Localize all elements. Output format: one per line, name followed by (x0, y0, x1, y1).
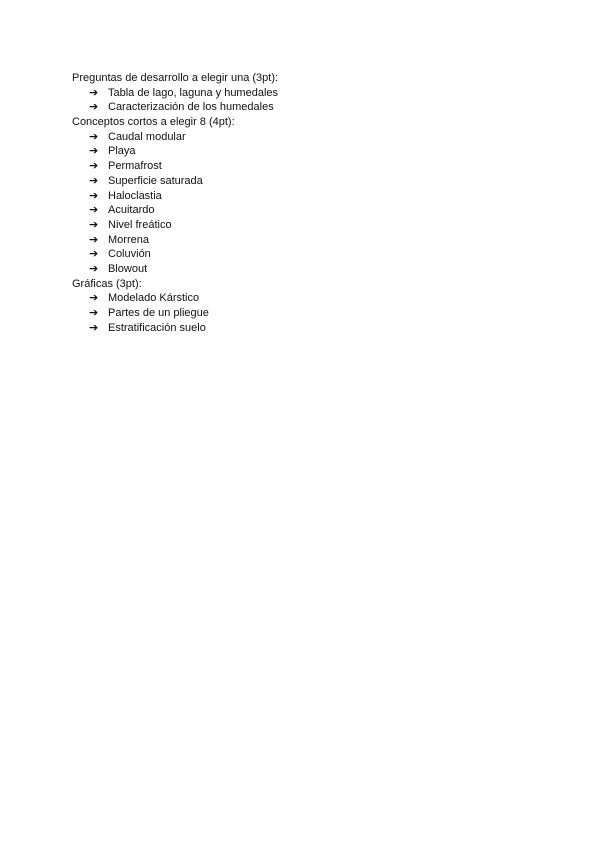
right-arrow-icon: ➔ (89, 144, 99, 158)
right-arrow-icon: ➔ (89, 129, 99, 143)
list-item-label: Permafrost (108, 160, 162, 173)
list-item-label: Partes de un pliegue (108, 307, 209, 319)
list-item (72, 306, 552, 321)
right-arrow-icon: ➔ (89, 85, 99, 99)
list-item-label: Coluvión (108, 248, 151, 261)
list-item (72, 189, 552, 204)
document-content (72, 71, 552, 335)
list-item (72, 86, 552, 101)
list-item (72, 233, 552, 248)
list-item (72, 247, 552, 262)
right-arrow-icon: ➔ (89, 320, 99, 334)
section-conceptos-cortos (72, 115, 552, 277)
list-item (72, 174, 552, 189)
list-item-label: Caracterización de los humedales (108, 101, 274, 114)
section-heading: Conceptos cortos a elegir 8 (4pt): (72, 116, 235, 129)
list-item-label: Morrena (108, 233, 149, 246)
section-graficas (72, 277, 552, 336)
list-item-label: Tabla de lago, laguna y humedales (108, 86, 279, 99)
section-heading: Gráficas (3pt): (72, 277, 142, 290)
section-heading: Preguntas de desarrollo a elegir una (3pt): (72, 72, 279, 84)
list-item-label: Blowout (108, 262, 148, 275)
list-item (72, 321, 552, 336)
list-item (72, 100, 552, 115)
right-arrow-icon: ➔ (89, 188, 99, 202)
list-item (72, 218, 552, 233)
right-arrow-icon: ➔ (89, 203, 99, 217)
section-preguntas-desarrollo (72, 71, 552, 115)
item-list (72, 291, 552, 335)
list-item (72, 291, 552, 306)
right-arrow-icon: ➔ (89, 306, 99, 319)
list-item-label: Acuitardo (108, 204, 155, 217)
right-arrow-icon: ➔ (89, 247, 99, 261)
list-item-label: Nivel freático (108, 218, 172, 231)
list-item (72, 203, 552, 218)
right-arrow-icon: ➔ (89, 291, 99, 305)
right-arrow-icon: ➔ (89, 217, 99, 231)
list-item-label: Haloclastia (108, 189, 162, 202)
right-arrow-icon: ➔ (89, 173, 99, 187)
list-item (72, 130, 552, 145)
list-item-label: Modelado Kárstico (108, 292, 200, 305)
right-arrow-icon: ➔ (89, 232, 99, 246)
list-item-label: Playa (108, 145, 136, 158)
item-list (72, 86, 552, 115)
list-item (72, 144, 552, 159)
right-arrow-icon: ➔ (89, 159, 99, 173)
item-list (72, 130, 552, 277)
list-item-label: Estratificación suelo (108, 321, 206, 334)
list-item (72, 159, 552, 174)
list-item (72, 262, 552, 277)
right-arrow-icon: ➔ (89, 261, 99, 275)
list-item-label: Caudal modular (108, 130, 186, 143)
right-arrow-icon: ➔ (89, 100, 99, 114)
list-item-label: Superficie saturada (108, 174, 203, 187)
